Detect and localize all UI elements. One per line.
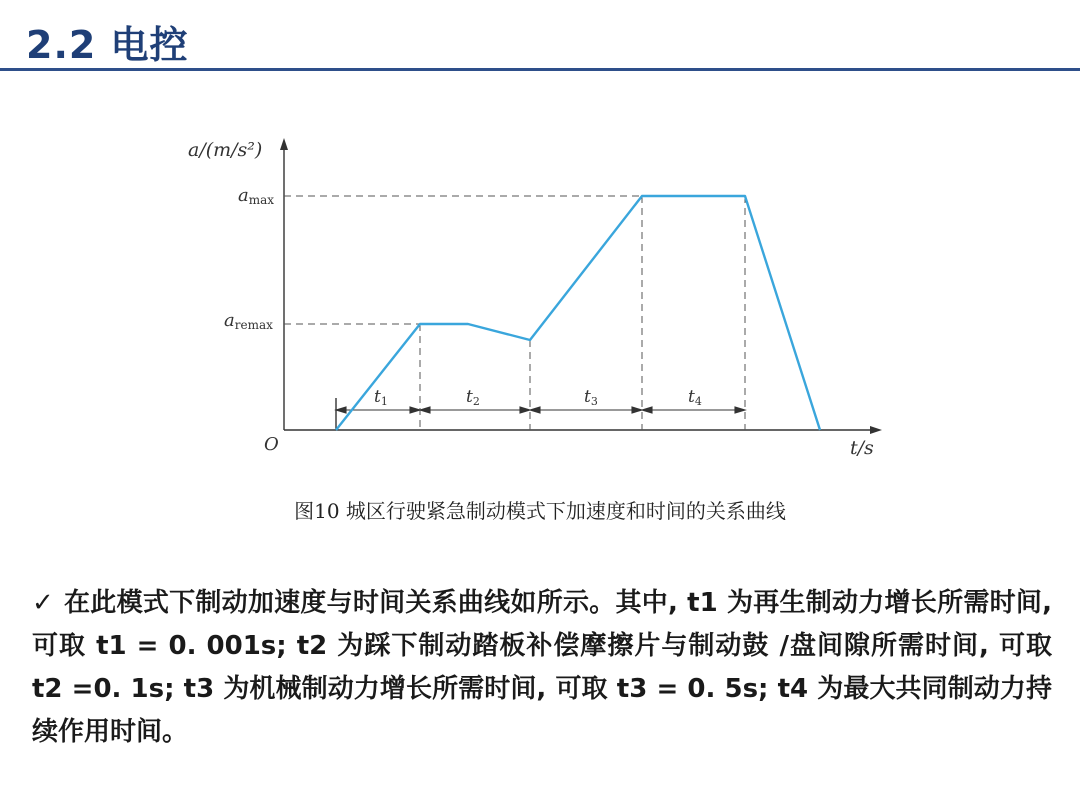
page-title: 2.2 电控 — [26, 23, 189, 67]
origin-label: O — [264, 434, 279, 455]
t3-label: t3 — [584, 387, 598, 408]
aremax-label: aremax — [224, 310, 273, 332]
amax-label: amax — [238, 185, 275, 207]
t1-label: t1 — [374, 387, 388, 408]
description-text: 在此模式下制动加速度与时间关系曲线如所示。其中, t1 为再生制动力增长所需时间, 可取 t1 = 0. 001s; t2 为踩下制动踏板补偿摩擦片与制动鼓 /盘间隙所需时间, 可取 t2 =0. 1s; t3 为机械制动力增长所需时间, 可取 t3 = 0. 5s; t4 为最大共同制动力持续作用时间。 — [32, 588, 1052, 747]
x-axis-label: t/s — [850, 437, 874, 459]
acceleration-curve — [336, 196, 820, 430]
title-divider — [0, 68, 1080, 71]
y-axis-arrow — [280, 138, 288, 150]
x-axis-arrow — [870, 426, 882, 434]
figure-caption: 图10 城区行驶紧急制动模式下加速度和时间的关系曲线 — [294, 499, 786, 523]
description-paragraph — [32, 582, 1052, 754]
t4-label: t4 — [688, 387, 702, 408]
y-axis-label: a/(m/s²) — [188, 139, 263, 161]
t2-label: t2 — [466, 387, 480, 408]
acceleration-time-diagram — [0, 120, 1080, 470]
interval-arrows — [336, 407, 745, 413]
check-icon: ✓ — [32, 588, 55, 618]
acceleration-time-figure — [0, 120, 1080, 470]
